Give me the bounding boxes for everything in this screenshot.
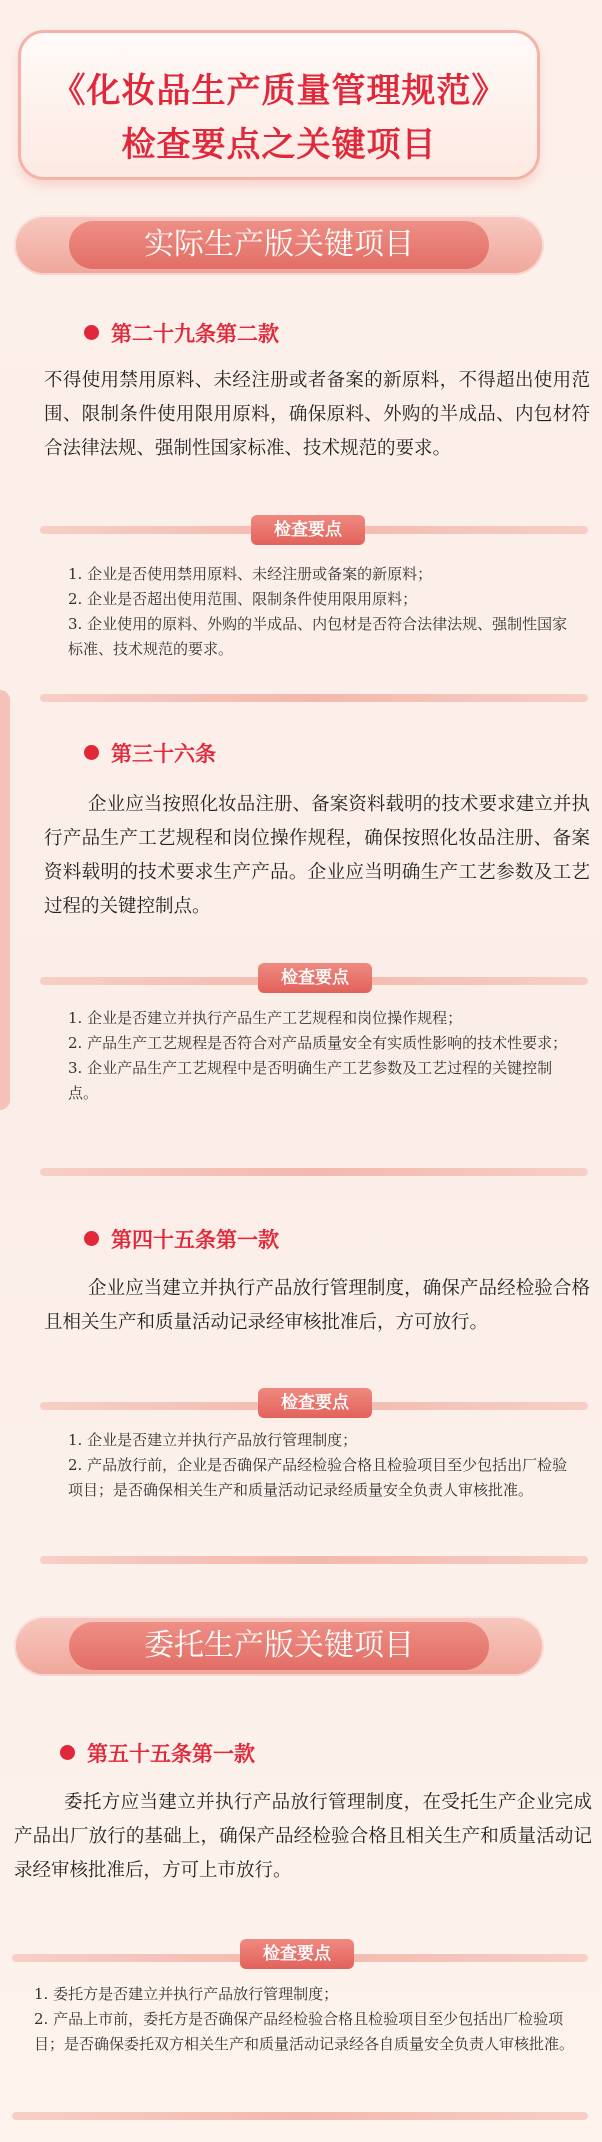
check-label: 检查要点 (258, 963, 372, 993)
article-heading-text: 第三十六条 (111, 742, 216, 766)
check-item: 3. 企业产品生产工艺规程中是否明确生产工艺参数及工艺过程的关键控制点。 (68, 1059, 553, 1102)
check-list (68, 1006, 568, 1106)
article-body (44, 788, 590, 924)
check-item: 1. 委托方是否建立并执行产品放行管理制度； (34, 1985, 339, 2003)
section-end-divider (12, 2112, 588, 2120)
article-body-text: 企业应当按照化妆品注册、备案资料载明的技术要求建立并执行产品生产工艺规程和岗位操作规程，确保按照化妆品注册、备案资料载明的技术要求生产产品。企业应当明确生产工艺参数及工艺过程的关键控制点。 (44, 794, 590, 917)
title-card (18, 30, 540, 180)
check-item: 3. 企业使用的原料、外购的半成品、内包材是否符合法律法规、强制性国家标准、技术规范的要求。 (68, 615, 568, 658)
check-item: 1. 企业是否建立并执行产品放行管理制度； (68, 1431, 358, 1449)
section-end-divider (40, 1556, 588, 1564)
bullet-dot-icon (60, 1745, 75, 1760)
side-decoration (0, 690, 10, 1110)
article-body (44, 1272, 590, 1340)
page-title-line1: 《化妆品生产质量管理规范》 (51, 71, 507, 111)
section-banner-entrusted (14, 1616, 544, 1676)
article-heading-text: 第二十九条第二款 (111, 322, 279, 346)
section-end-divider (40, 1168, 588, 1176)
bullet-dot-icon (84, 1231, 99, 1246)
article-body-text: 委托方应当建立并执行产品放行管理制度，在受托生产企业完成产品出厂放行的基础上，确保产品经检验合格且相关生产和质量活动记录经审核批准后，方可上市放行。 (14, 1792, 592, 1881)
article-body (14, 1786, 592, 1888)
article-body-text: 不得使用禁用原料、未经注册或者备案的新原料，不得超出使用范围、限制条件使用限用原料，确保原料、外购的半成品、内包材符合法律法规、强制性国家标准、技术规范的要求。 (44, 370, 590, 459)
check-item: 2. 产品放行前，企业是否确保产品经检验合格且检验项目至少包括出厂检验项目；是否确保相关生产和质量活动记录经质量安全负责人审核批准。 (68, 1456, 568, 1499)
article-heading (84, 738, 216, 768)
article-heading (84, 1224, 279, 1254)
article-heading-text: 第五十五条第一款 (87, 1742, 255, 1766)
article-heading (60, 1738, 255, 1768)
section-end-divider (40, 694, 588, 702)
check-list (34, 1982, 574, 2057)
check-item: 2. 产品上市前，委托方是否确保产品经检验合格且检验项目至少包括出厂检验项目；是否确保委托双方相关生产和质量活动记录经各自质量安全负责人审核批准。 (34, 2010, 575, 2053)
check-label: 检查要点 (251, 515, 365, 545)
check-item: 2. 产品生产工艺规程是否符合对产品质量安全有实质性影响的技术性要求； (68, 1034, 568, 1052)
section-banner-label: 委托生产版关键项目 (69, 1622, 489, 1670)
section-banner-label: 实际生产版关键项目 (69, 221, 489, 269)
check-list (68, 1428, 568, 1503)
article-body-text: 企业应当建立并执行产品放行管理制度，确保产品经检验合格且相关生产和质量活动记录经审核批准后，方可放行。 (44, 1278, 590, 1333)
page-title-line2: 检查要点之关键项目 (121, 125, 437, 165)
check-item: 2. 企业是否超出使用范围、限制条件使用限用原料； (68, 590, 418, 608)
section-banner-actual (14, 215, 544, 275)
bullet-dot-icon (84, 745, 99, 760)
article-body (44, 330, 590, 466)
check-label: 检查要点 (258, 1388, 372, 1418)
check-label: 检查要点 (240, 1939, 354, 1969)
check-list (68, 562, 568, 662)
check-item: 1. 企业是否建立并执行产品生产工艺规程和岗位操作规程； (68, 1009, 463, 1027)
article-heading-text: 第四十五条第一款 (111, 1228, 279, 1252)
check-item: 1. 企业是否使用禁用原料、未经注册或备案的新原料； (68, 565, 433, 583)
